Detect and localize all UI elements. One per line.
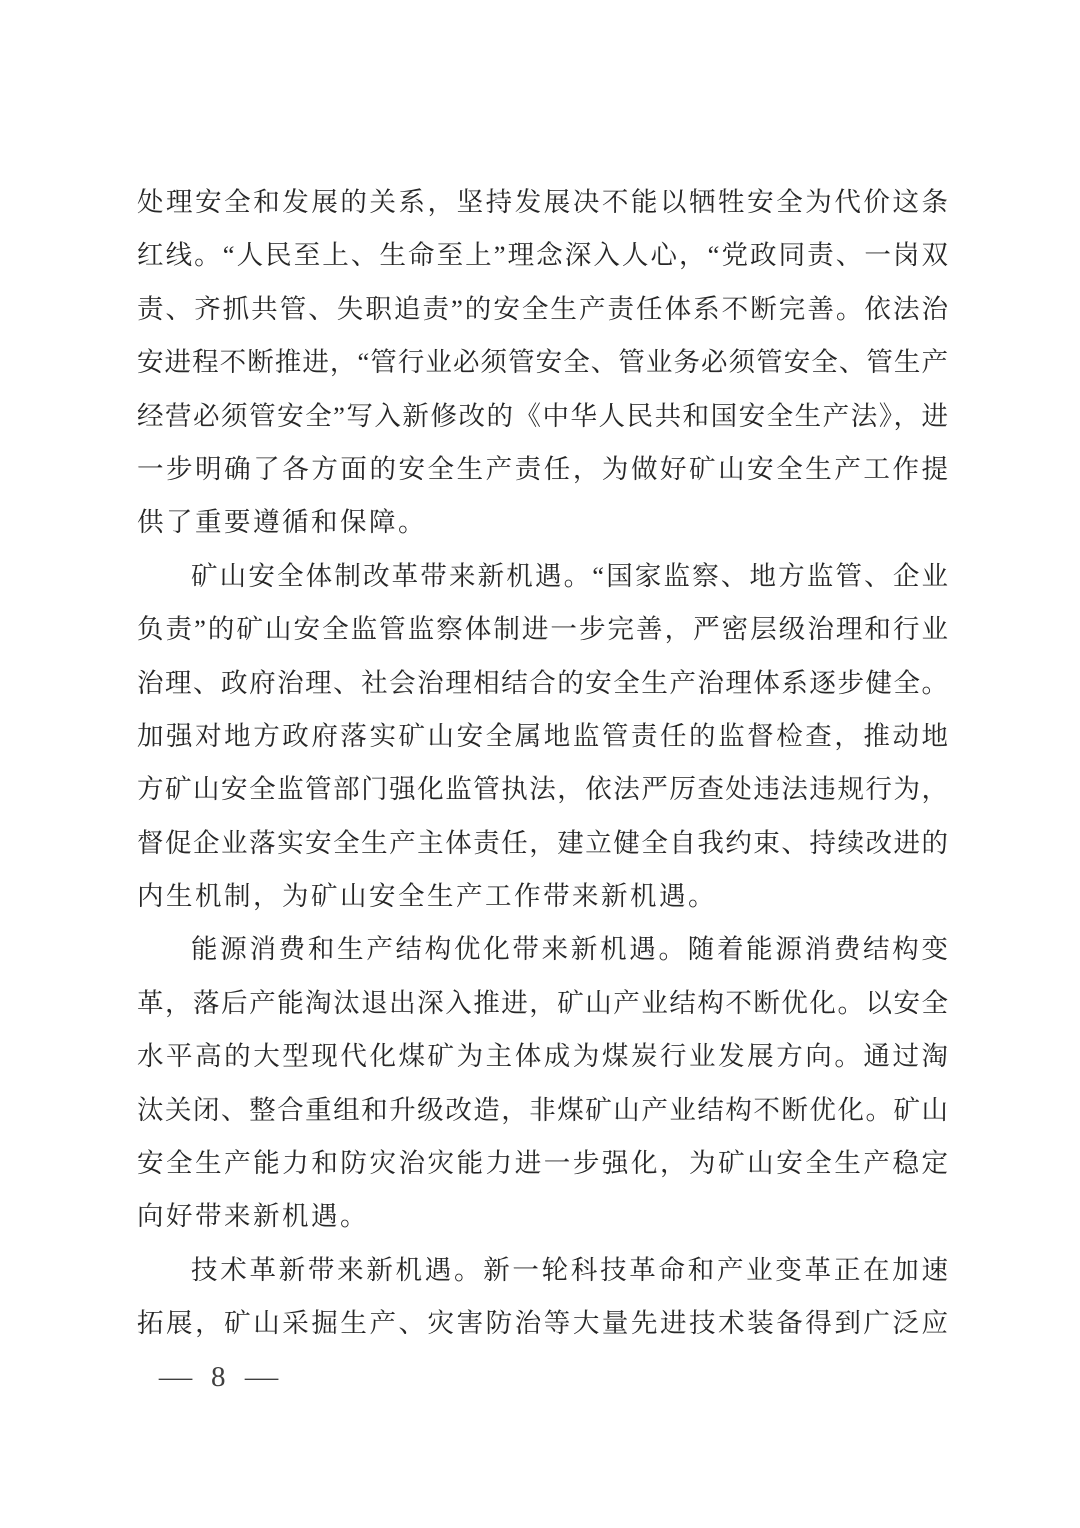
page-number-dash: —	[244, 1361, 278, 1393]
text-line: 方矿山安全监管部门强化监管执法，依法严厉查处违法违规行为，	[137, 774, 948, 805]
text-line: 督促企业落实安全生产主体责任，建立健全自我约束、持续改进的	[137, 827, 948, 858]
text-line: 内生机制，为矿山安全生产工作带来新机遇。	[137, 881, 717, 912]
text-line: 水平高的大型现代化煤矿为主体成为煤炭行业发展方向。通过淘	[137, 1041, 948, 1072]
page-number-dash: —	[158, 1361, 193, 1393]
text-line: 红线。“人民至上、生命至上”理念深入人心，“党政同责、一岗双	[137, 240, 948, 271]
text-line: 安全生产能力和防灾治灾能力进一步强化，为矿山安全生产稳定	[137, 1148, 948, 1179]
page-number-value: 8	[211, 1361, 226, 1393]
text-line: 责、齐抓共管、失职追责”的安全生产责任体系不断完善。依法治	[137, 293, 948, 324]
paragraph	[137, 550, 948, 924]
page-number	[158, 1351, 278, 1404]
text-line: 向好带来新机遇。	[137, 1201, 369, 1232]
paragraph	[137, 1244, 948, 1351]
text-line: 能源消费和生产结构优化带来新机遇。随着能源消费结构变	[191, 934, 948, 965]
text-line: 供了重要遵循和保障。	[137, 507, 427, 538]
text-line: 处理安全和发展的关系，坚持发展决不能以牺牲安全为代价这条	[137, 187, 948, 217]
paragraph	[137, 176, 948, 550]
text-line: 治理、政府治理、社会治理相结合的安全生产治理体系逐步健全。	[137, 667, 948, 698]
text-line: 拓展，矿山采掘生产、灾害防治等大量先进技术装备得到广泛应	[137, 1308, 948, 1339]
text-line: 负责”的矿山安全监管监察体制进一步完善，严密层级治理和行业	[137, 614, 948, 645]
text-line: 技术革新带来新机遇。新一轮科技革命和产业变革正在加速	[191, 1254, 948, 1285]
text-line: 加强对地方政府落实矿山安全属地监管责任的监督检查，推动地	[137, 720, 948, 751]
text-line: 矿山安全体制改革带来新机遇。“国家监察、地方监管、企业	[191, 560, 948, 591]
text-block	[137, 176, 948, 1351]
text-line: 汰关闭、整合重组和升级改造，非煤矿山产业结构不断优化。矿山	[137, 1094, 948, 1125]
text-line: 经营必须管安全”写入新修改的《中华人民共和国安全生产法》，进	[137, 400, 948, 431]
text-line: 革，落后产能淘汰退出深入推进，矿山产业结构不断优化。以安全	[137, 987, 948, 1018]
text-line: 安进程不断推进，“管行业必须管安全、管业务必须管安全、管生产	[137, 347, 948, 378]
text-line: 一步明确了各方面的安全生产责任，为做好矿山安全生产工作提	[137, 453, 948, 484]
paragraph	[137, 923, 948, 1243]
